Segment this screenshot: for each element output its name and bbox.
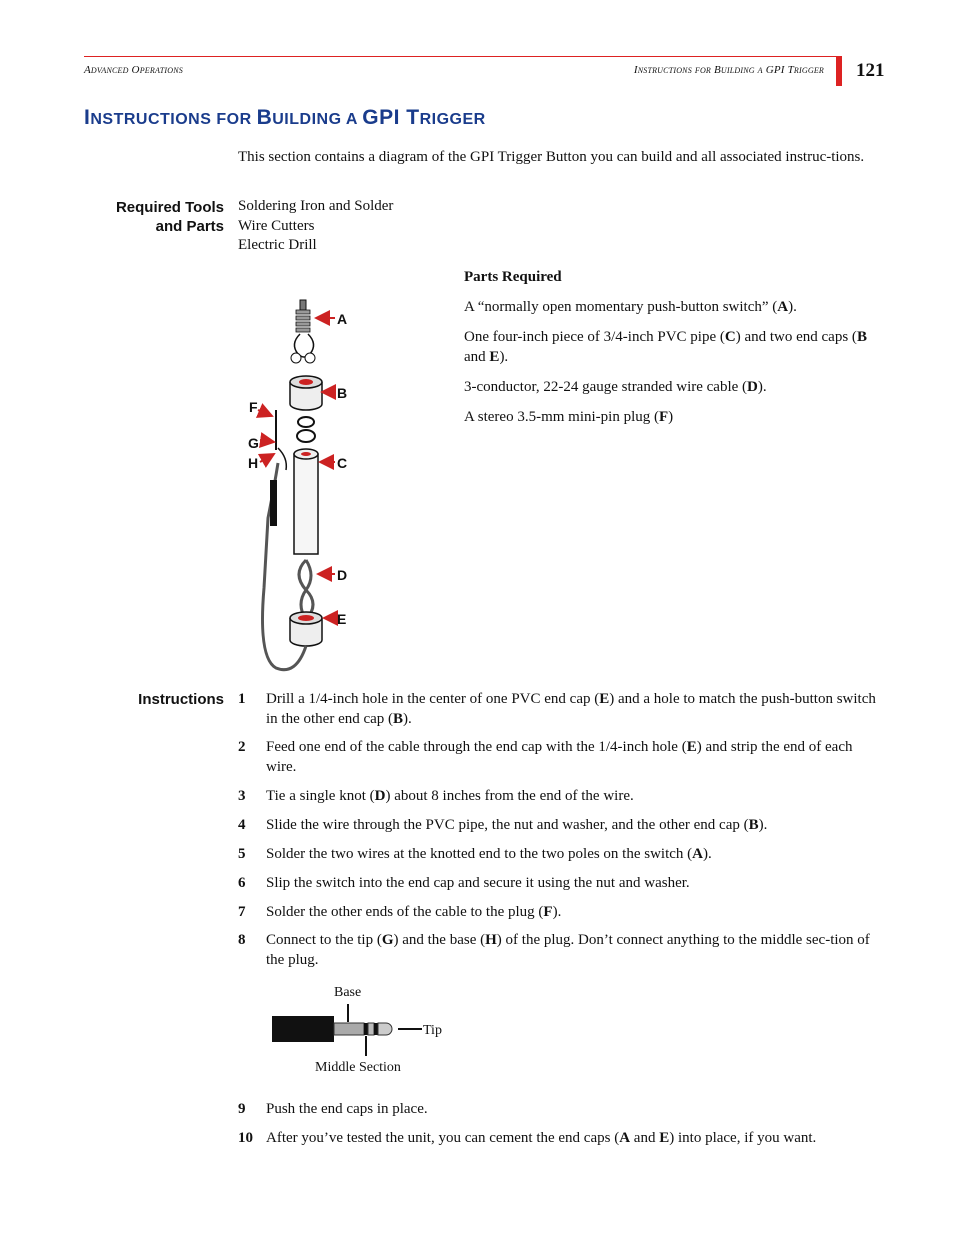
nut-washer-part	[297, 417, 315, 442]
end-cap-e-part	[290, 612, 322, 646]
running-header-right: Instructions for Building a GPI Trigger	[633, 64, 824, 76]
header-rule	[84, 56, 838, 57]
tool-item: Electric Drill	[238, 237, 317, 253]
tools-label-line: Required Tools	[115, 199, 224, 216]
plug-label-middle: Middle Section	[315, 1060, 401, 1075]
title-part: I	[84, 106, 91, 129]
arrow-g	[260, 440, 274, 442]
header-accent-bar	[836, 56, 842, 86]
title-part: GPI T	[362, 106, 420, 129]
label-d: D	[337, 567, 348, 583]
plug-label-tip: Tip	[423, 1023, 442, 1038]
parts-required	[464, 267, 886, 437]
plug-diagram	[260, 980, 480, 1080]
intro-paragraph: This section contains a diagram of the GPI Trigger Button you can build and all associated instruc-tions.	[238, 149, 865, 165]
part-item: A “normally open momentary push-button switch” (A).	[464, 299, 797, 315]
tool-item: Soldering Iron and Solder	[238, 198, 394, 214]
plug-body-part	[270, 480, 277, 526]
parts-heading: Parts Required	[464, 269, 562, 285]
end-cap-b-part	[290, 376, 322, 410]
title-part: NSTRUCTIONS FOR	[90, 111, 257, 128]
page-number: 121	[856, 60, 885, 81]
part-item: 3-conductor, 22-24 gauge stranded wire cable (D).	[464, 379, 767, 395]
title-part: B	[256, 106, 273, 129]
label-a: A	[337, 311, 348, 327]
label-b: B	[337, 385, 348, 401]
part-item: A stereo 3.5-mm mini-pin plug (F)	[464, 409, 674, 425]
part-item: One four-inch piece of 3/4-inch PVC pipe (C) and two end caps (B and E).	[464, 329, 867, 365]
title-part: RIGGER	[419, 111, 486, 128]
plug-handle	[272, 1016, 334, 1042]
label-e: E	[337, 611, 347, 627]
label-g: G	[248, 435, 259, 451]
plug-ring	[368, 1023, 374, 1035]
push-switch-part	[291, 300, 315, 363]
plug-tip	[378, 1023, 392, 1035]
pvc-pipe-part	[294, 449, 318, 554]
arrow-f	[258, 410, 272, 416]
gpi-trigger-diagram	[240, 290, 360, 680]
tools-label-line: and Parts	[155, 218, 224, 235]
label-c: C	[337, 455, 348, 471]
plug-sleeve	[334, 1023, 364, 1035]
knot-part	[299, 560, 313, 620]
tools-list	[238, 197, 886, 256]
instructions-label: Instructions	[138, 691, 224, 708]
label-f: F	[249, 399, 258, 415]
plug-label-base: Base	[334, 985, 362, 1000]
tools-label	[116, 198, 224, 236]
plug-insulator-2	[374, 1023, 378, 1035]
tool-item: Wire Cutters	[238, 217, 315, 234]
label-h: H	[248, 455, 259, 471]
running-header-left: Advanced Operations	[84, 64, 183, 76]
title-part: UILDING A	[272, 111, 363, 128]
arrow-h	[260, 454, 274, 462]
plug-insulator-1	[364, 1023, 368, 1035]
section-title	[84, 106, 486, 130]
